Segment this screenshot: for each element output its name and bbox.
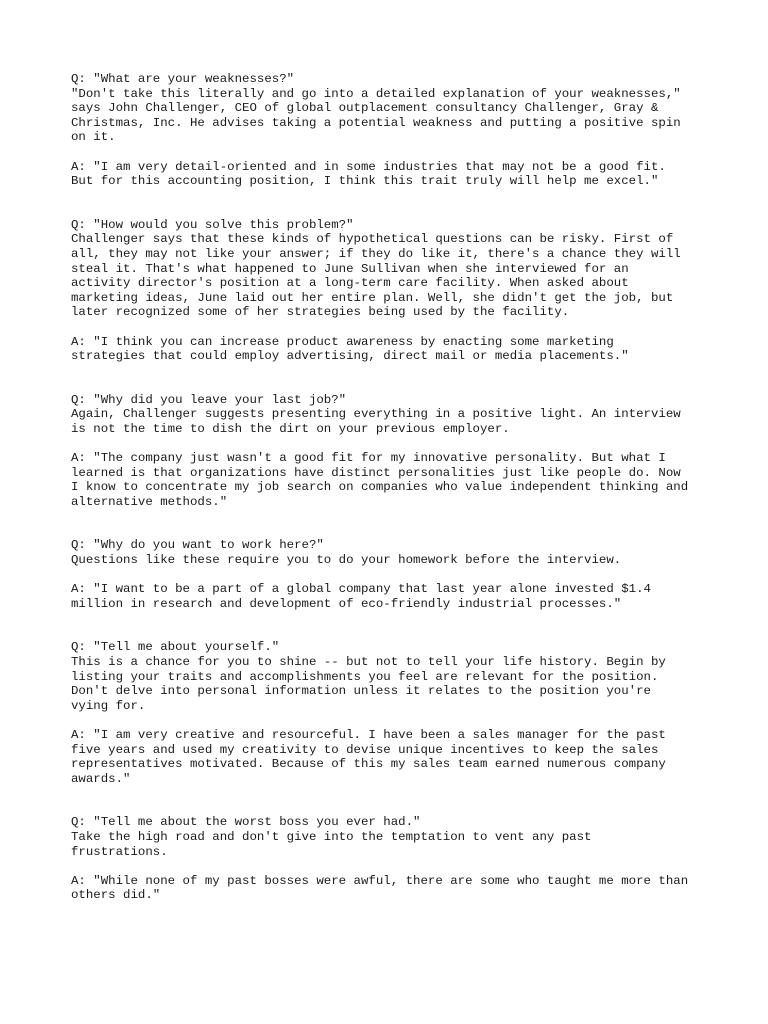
qa-block-weaknesses [71,72,711,189]
advice-text: later recognized some of her strategies being used by the facility. [71,305,570,320]
qa-block-work-here [71,538,711,611]
document-page [71,72,711,903]
advice-text: says John Challenger, CEO of global outplacement consultancy Challenger, Gray & [71,101,659,116]
answer-text: A: "I think you can increase product awareness by enacting some marketing [71,334,614,349]
answer-text: A: "The company just wasn't a good fit for my innovative personality. But what I [71,451,666,466]
advice-text: is not the time to dish the dirt on your previous employer. [71,421,510,436]
question-text: Q: "Tell me about yourself." [71,640,280,655]
answer-text: I know to concentrate my job search on companies who value independent thinking and [71,480,689,495]
answer-text: others did." [71,888,161,903]
answer-text: A: "While none of my past bosses were awful, there are some who taught me more than [71,873,689,888]
answer-text: five years and used my creativity to devise unique incentives to keep the sales [71,742,659,757]
advice-text: "Don't take this literally and go into a detailed explanation of your weaknesses," [71,86,681,101]
answer-text: awards." [71,771,131,786]
advice-text: on it. [71,130,116,145]
advice-text: Questions like these require you to do your homework before the interview. [71,553,622,568]
advice-text: activity director's position at a long-term care facility. When asked about [71,276,629,291]
paragraph-gap [71,713,711,728]
advice-text: listing your traits and accomplishments you feel are relevant for the position. [71,669,659,684]
qa-block-solve-problem [71,218,711,364]
advice-text: all, they may not like your answer; if they do like it, there's a chance they will [71,246,681,261]
question-text: Q: "What are your weaknesses?" [71,72,295,86]
question-text: Q: "How would you solve this problem?" [71,217,354,232]
advice-text: Christmas, Inc. He advises taking a potential weakness and putting a positive spin [71,115,681,130]
paragraph-gap [71,145,711,160]
answer-text: million in research and development of eco-friendly industrial processes." [71,596,622,611]
question-text: Q: "Why did you leave your last job?" [71,392,347,407]
advice-text: marketing ideas, June laid out her entire plan. Well, she didn't get the job, but [71,290,674,305]
advice-text: Take the high road and don't give into the temptation to vent any past [71,829,592,844]
question-text: Q: "Tell me about the worst boss you ever had." [71,815,421,830]
qa-block-about-yourself [71,640,711,786]
advice-text: frustrations. [71,844,168,859]
answer-text: learned is that organizations have distinct personalities just like people do. Now [71,465,681,480]
answer-text: strategies that could employ advertising, direct mail or media placements." [71,349,629,364]
answer-text: representatives motivated. Because of this my sales team earned numerous company [71,757,666,772]
answer-text: alternative methods." [71,494,228,509]
answer-text: A: "I want to be a part of a global company that last year alone invested $1.4 [71,582,651,597]
paragraph-gap [71,568,711,583]
answer-text: A: "I am very creative and resourceful. I have been a sales manager for the past [71,727,666,742]
advice-text: This is a chance for you to shine -- but not to tell your life history. Begin by [71,655,666,669]
advice-text: vying for. [71,698,146,713]
qa-block-leave-last-job [71,393,711,510]
question-text: Q: "Why do you want to work here?" [71,538,324,553]
advice-text: Don't delve into personal information unless it relates to the position you're [71,684,651,699]
paragraph-gap [71,320,711,335]
advice-text: Challenger says that these kinds of hypothetical questions can be risky. First of [71,232,674,247]
advice-text: steal it. That's what happened to June Sullivan when she interviewed for an [71,261,629,276]
qa-block-worst-boss [71,815,711,903]
paragraph-gap [71,436,711,451]
advice-text: Again, Challenger suggests presenting everything in a positive light. An interview [71,407,681,422]
answer-text: A: "I am very detail-oriented and in some industries that may not be a good fit. [71,159,666,174]
answer-text: But for this accounting position, I think this trait truly will help me excel." [71,174,659,189]
paragraph-gap [71,859,711,874]
